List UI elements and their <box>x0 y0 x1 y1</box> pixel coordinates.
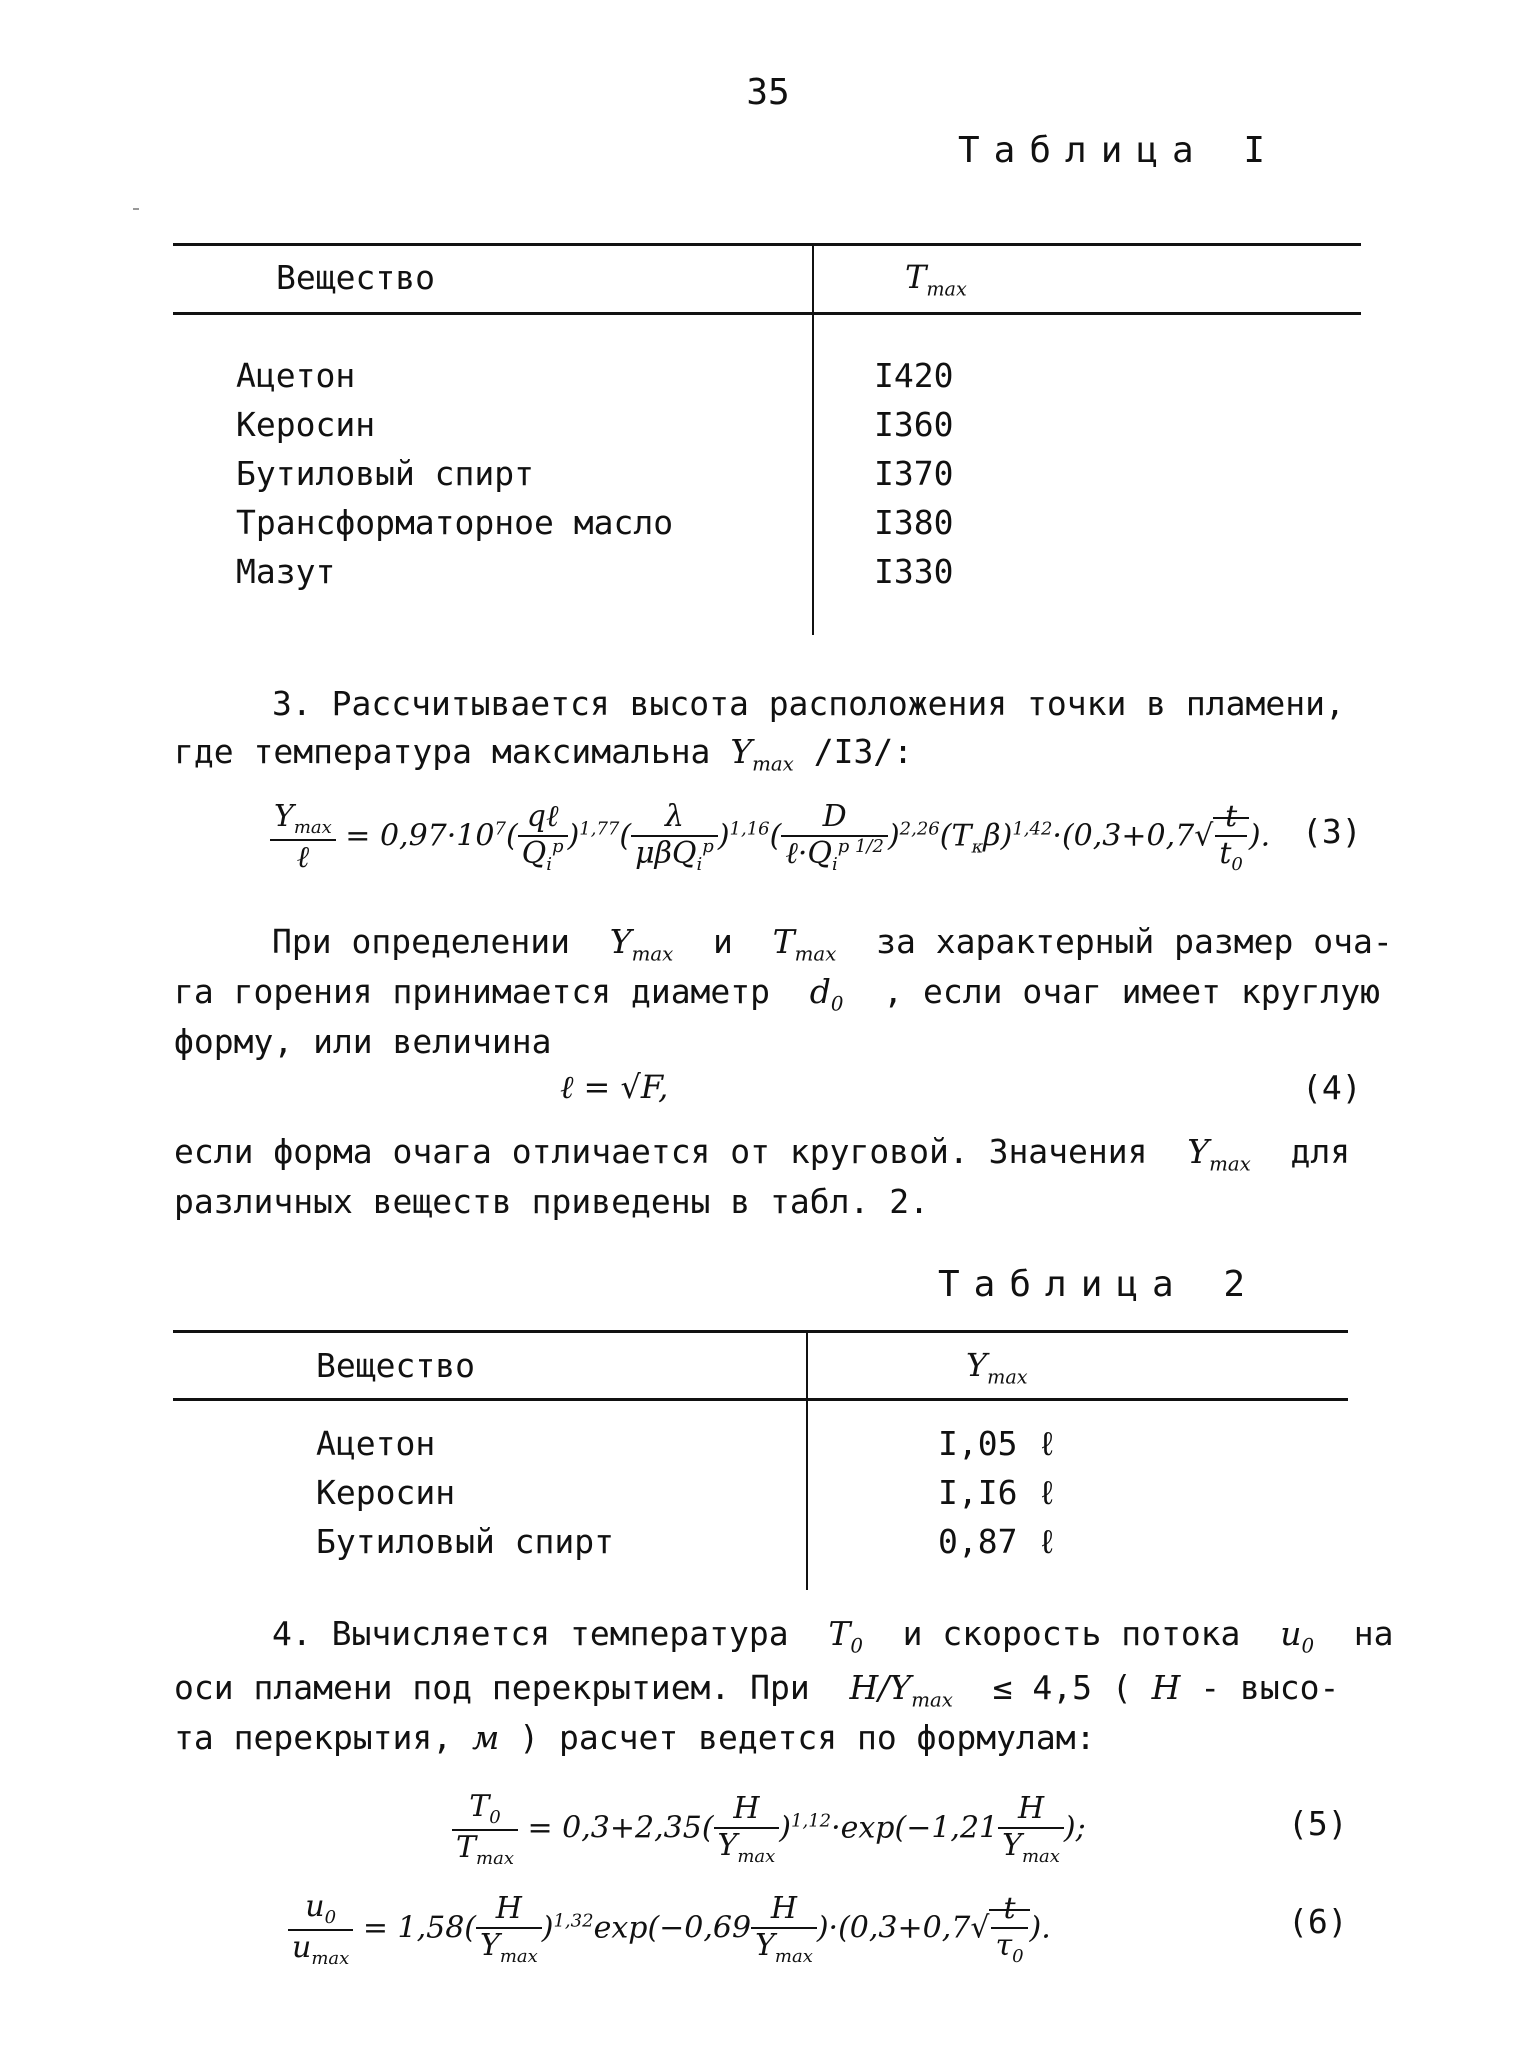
para3-line1: 3. Рассчитывается высота расположения точки в пламени, <box>272 684 1345 723</box>
table2-caption: Таблица 2 <box>938 1264 1260 1305</box>
formula-5: $\frac{T_0}{T_{max}}$ = 0,3+2,35( $\frac{H}{Y_{max}}$ )$^{1,12}$·exp(−1,21 $\frac{H}{Y_{max}}$ ); <box>452 1790 1086 1869</box>
eq4-number: (4) <box>1302 1068 1362 1107</box>
table2-row-value: I,05 ℓ <box>938 1424 1058 1463</box>
table1-row-value: I370 <box>874 454 954 493</box>
table1-row-substance: Ацетон <box>236 356 356 395</box>
table1-column-divider <box>812 245 814 635</box>
table2-row-substance: Керосин <box>316 1473 456 1512</box>
para4-line3: та перекрытия, м ) расчет ведется по формулам: <box>174 1718 1096 1757</box>
eq5-number: (5) <box>1288 1804 1348 1843</box>
table1-row-value: I420 <box>874 356 954 395</box>
table2-row-value: 0,87 ℓ <box>938 1522 1058 1561</box>
table1-row-substance: Мазут <box>236 552 336 591</box>
table2-header-rule <box>173 1398 1348 1401</box>
var-u0: $u_0$ <box>1280 1614 1315 1658</box>
para-def-line1: При определении $Y_{max}$ и $T_{max}$ за характерный размер оча- <box>272 922 1393 966</box>
table2-col1-header: Вещество <box>316 1346 475 1385</box>
formula-4: ℓ = √F, <box>560 1068 669 1106</box>
table1-row-value: I380 <box>874 503 954 542</box>
formula-6: $\frac{u_0}{u_{max}}$ = 1,58( $\frac{H}{Y_{max}}$ )$^{1,32}$exp(−0,69 $\frac{H}{Y_{max}}$ )·(0,3+0,7√ $\frac{t}{\tau_0}$ ). <box>288 1890 1051 1969</box>
para3-line2: где температура максимальна $Y_{max}$ /I3/: <box>174 732 914 776</box>
var-h: H <box>1151 1668 1181 1707</box>
table2-col2-header: $Y_{max}$ <box>966 1346 1028 1389</box>
page-number: 35 <box>746 72 790 113</box>
table2-top-rule <box>173 1330 1348 1333</box>
para4-line1: 4. Вычисляется температура $T_0$ и скорость потока $u_0$ на <box>272 1614 1394 1658</box>
table1-row-substance: Трансформаторное масло <box>236 503 674 542</box>
var-t0: $T_0$ <box>828 1614 863 1658</box>
table1-row-substance: Керосин <box>236 405 376 444</box>
para4-line2: оси пламени под перекрытием. При $H/Y_{max} \le 4,5$ ( H - высо- <box>174 1668 1340 1712</box>
table2-row-substance: Ацетон <box>316 1424 436 1463</box>
table1-row-value: I360 <box>874 405 954 444</box>
para-def-line5: различных веществ приведены в табл. 2. <box>174 1182 929 1221</box>
table1-caption: Таблица I <box>958 130 1280 171</box>
var-ymax: $Y_{max}$ <box>1187 1132 1251 1176</box>
var-d0: $d_0$ <box>809 972 844 1016</box>
table1-col2-header: $T_{max}$ <box>905 258 967 301</box>
para-def-line4: если форма очага отличается от круговой. Значения $Y_{max}$ для <box>174 1132 1351 1176</box>
var-ymax: $Y_{max}$ <box>730 732 794 776</box>
table1-row-substance: Бутиловый спирт <box>236 454 535 493</box>
var-ymax: $Y_{max}$ <box>609 922 674 966</box>
eq6-number: (6) <box>1288 1902 1348 1941</box>
table1-col1-header: Вещество <box>276 258 435 297</box>
table2-row-value: I,I6 ℓ <box>938 1473 1058 1512</box>
var-h-ymax: $H/Y_{max}$ <box>849 1668 953 1712</box>
table2-row-substance: Бутиловый спирт <box>316 1522 615 1561</box>
margin-mark <box>133 208 139 210</box>
unit-m: м <box>472 1718 500 1757</box>
table1-header-rule <box>173 312 1361 315</box>
para-def-line3: форму, или величина <box>174 1022 552 1061</box>
table1-top-rule <box>173 243 1361 246</box>
table2-column-divider <box>806 1332 808 1590</box>
table1-row-value: I330 <box>874 552 954 591</box>
eq3-number: (3) <box>1302 812 1362 851</box>
para-def-line2: га горения принимается диаметр $d_0$ , если очаг имеет круглую <box>174 972 1380 1016</box>
formula-3: $\frac{Y_{max}}{\text{ℓ}}$ = $0,97\cdot 10^7$( $\frac{\text{qℓ}}{Q_i^p}$ )$^{1,77}$( $\frac{\lambda}{\mu\beta Q_i^p}$ )$^{1,16}$( $\frac{D}{\ell\cdot Q_i^{p 1/2}}$ )$^{2,26}(T_\kappa\beta)^{1,42}\cdot(0,3+0,7√$ $\frac{t}{t_0}$ ). <box>270 800 1270 875</box>
var-tmax: $T_{max}$ <box>772 922 837 966</box>
